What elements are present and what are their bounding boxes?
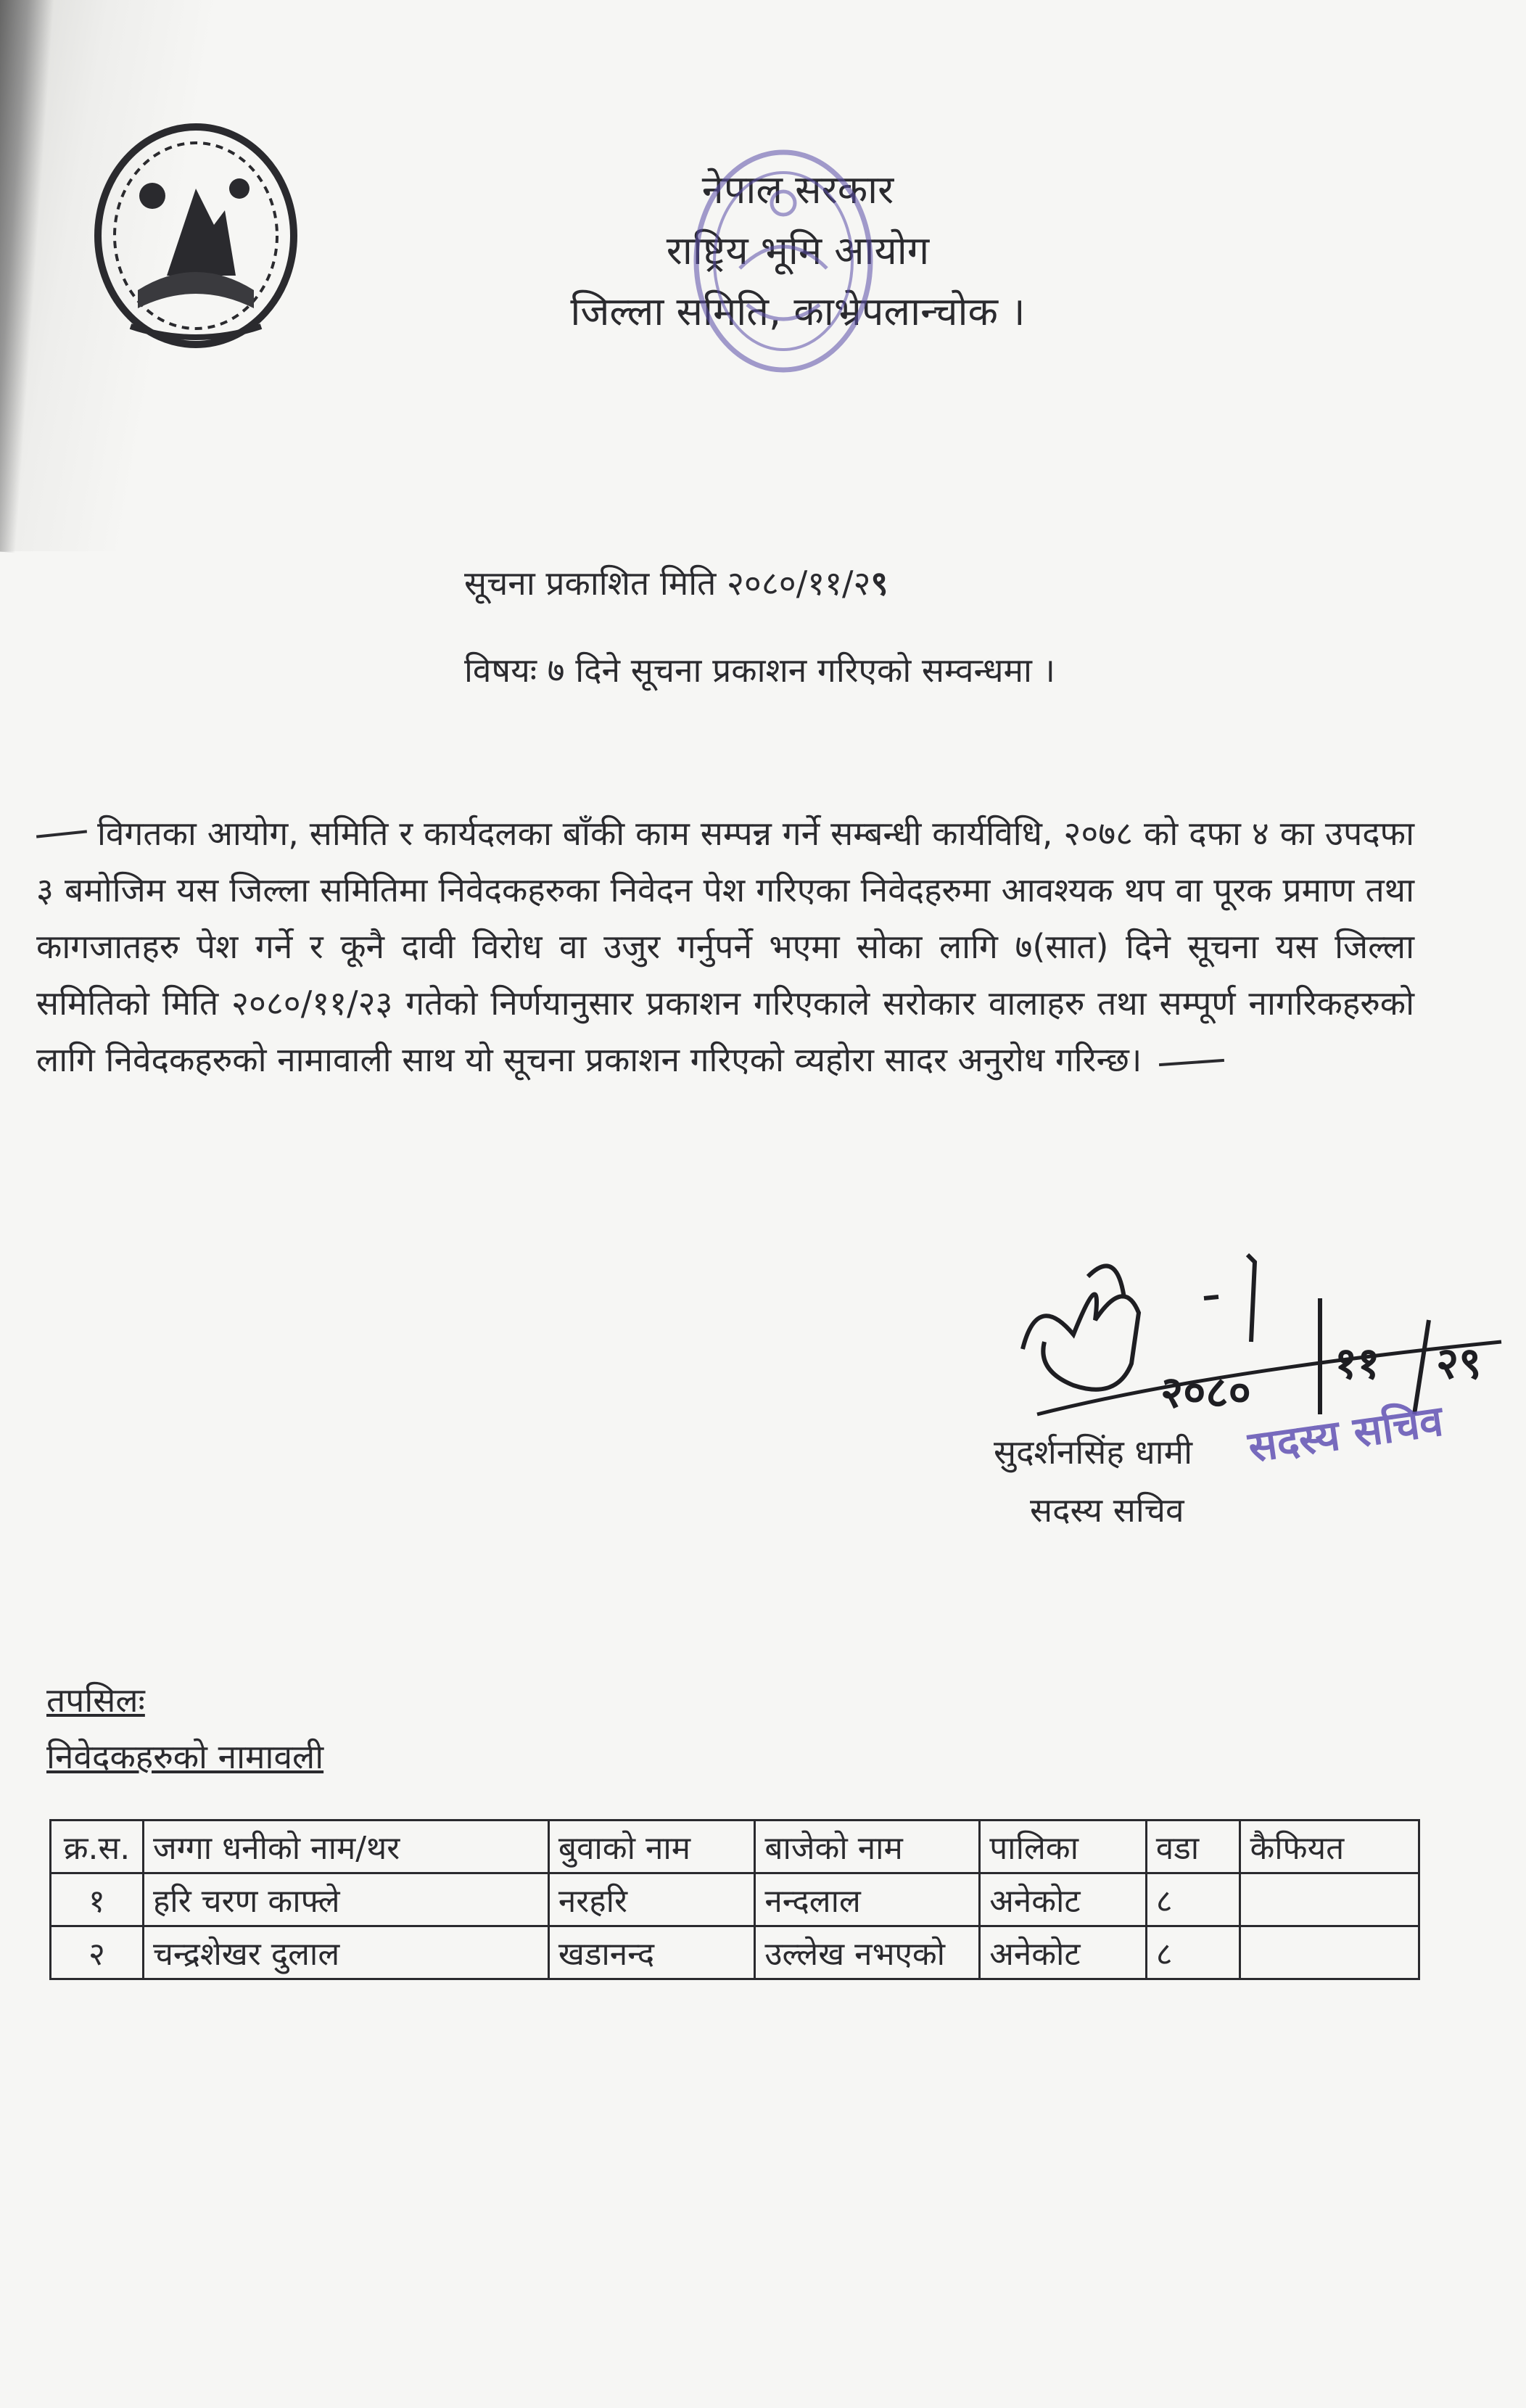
cell-ward: ८	[1146, 1873, 1240, 1926]
cell-remarks	[1240, 1926, 1419, 1979]
table-header-row	[51, 1821, 1419, 1873]
cell-landowner: चन्द्रशेखर दुलाल	[143, 1926, 548, 1979]
table-row	[51, 1873, 1419, 1926]
cell-serial: १	[51, 1873, 144, 1926]
office-round-stamp	[675, 138, 892, 399]
cell-father: नरहरि	[548, 1873, 755, 1926]
column-header-father: बुवाको नाम	[548, 1821, 755, 1873]
header-government: नेपाल सरकार	[701, 167, 894, 213]
publication-date-value: २०८०/११/२	[727, 564, 871, 603]
column-header-landowner: जग्गा धनीको नाम/थर	[143, 1821, 548, 1873]
notice-subject: विषयः ७ दिने सूचना प्रकाशन गरिएको सम्वन्धमा ।	[464, 651, 1055, 690]
cell-serial: २	[51, 1926, 144, 1979]
header-district-committee: जिल्ला समिति, काभ्रेपलान्चोक ।	[570, 289, 1026, 334]
designation-stamp: सदस्य सचिव	[1245, 1395, 1446, 1472]
signatory-name: सुदर्शनसिंह धामी	[994, 1432, 1193, 1472]
cell-father: खडानन्द	[548, 1926, 755, 1979]
column-header-grandfather: बाजेको नाम	[755, 1821, 980, 1873]
column-header-serial: क्र.स.	[51, 1821, 144, 1873]
nepal-emblem-logo	[87, 109, 305, 355]
paragraph-dash-end	[1159, 1058, 1224, 1065]
cell-grandfather: उल्लेख नभएको	[755, 1926, 980, 1979]
column-header-municipality: पालिका	[980, 1821, 1147, 1873]
signature-date-month: ११	[1335, 1338, 1380, 1389]
applicant-list-title: निवेदकहरुको नामावली	[46, 1737, 324, 1776]
column-header-ward: वडा	[1146, 1821, 1240, 1873]
publication-date-label: सूचना प्रकाशित मिति	[464, 564, 717, 603]
signature-date-first-part: २०८०	[1160, 1367, 1251, 1418]
signature-date-day: २९	[1436, 1338, 1482, 1389]
signatory-title: सदस्य सचिव	[1030, 1490, 1184, 1530]
notice-body	[36, 805, 1414, 1088]
applicant-table	[49, 1819, 1420, 1980]
table-row	[51, 1926, 1419, 1979]
paragraph-dash-start	[36, 830, 87, 838]
cell-ward: ८	[1146, 1926, 1240, 1979]
publication-date-handwritten-digit: ९	[870, 564, 888, 603]
publication-date	[464, 560, 888, 605]
cell-municipality: अनेकोट	[980, 1926, 1147, 1979]
header-commission: राष्ट्रिय भूमि आयोग	[666, 228, 930, 273]
cell-landowner: हरि चरण काफ्ले	[143, 1873, 548, 1926]
annex-label: तपसिलः	[46, 1681, 145, 1720]
cell-grandfather: नन्दलाल	[755, 1873, 980, 1926]
cell-remarks	[1240, 1873, 1419, 1926]
notice-paragraph: विगतका आयोग, समिति र कार्यदलका बाँकी काम सम्पन्न गर्ने सम्बन्धी कार्यविधि, २०७८ को दफा ४ का उपदफा ३ बमोजिम यस जिल्ला समितिमा निवेदकहरुका निवेदन पेश गरिएका निवेदहरुमा आवश्यक थप वा पूरक प्रमाण तथा कागजातहरु पेश गर्ने र कूनै दावी विरोध वा उजुर गर्नुपर्ने भएमा सोका लागि ७(सात) दिने सूचना यस जिल्ला समितिको मिति २०८०/११/२३ गतेको निर्णयानुसार प्रकाशन गरिएकाले सरोकार वालाहरु तथा सम्पूर्ण नागरिकहरुको लागि निवेदकहरुको नामावाली साथ यो सूचना प्रकाशन गरिएको व्यहोरा सादर अनुरोध गरिन्छ।	[36, 814, 1414, 1079]
cell-municipality: अनेकोट	[980, 1873, 1147, 1926]
column-header-remarks: कैफियत	[1240, 1821, 1419, 1873]
